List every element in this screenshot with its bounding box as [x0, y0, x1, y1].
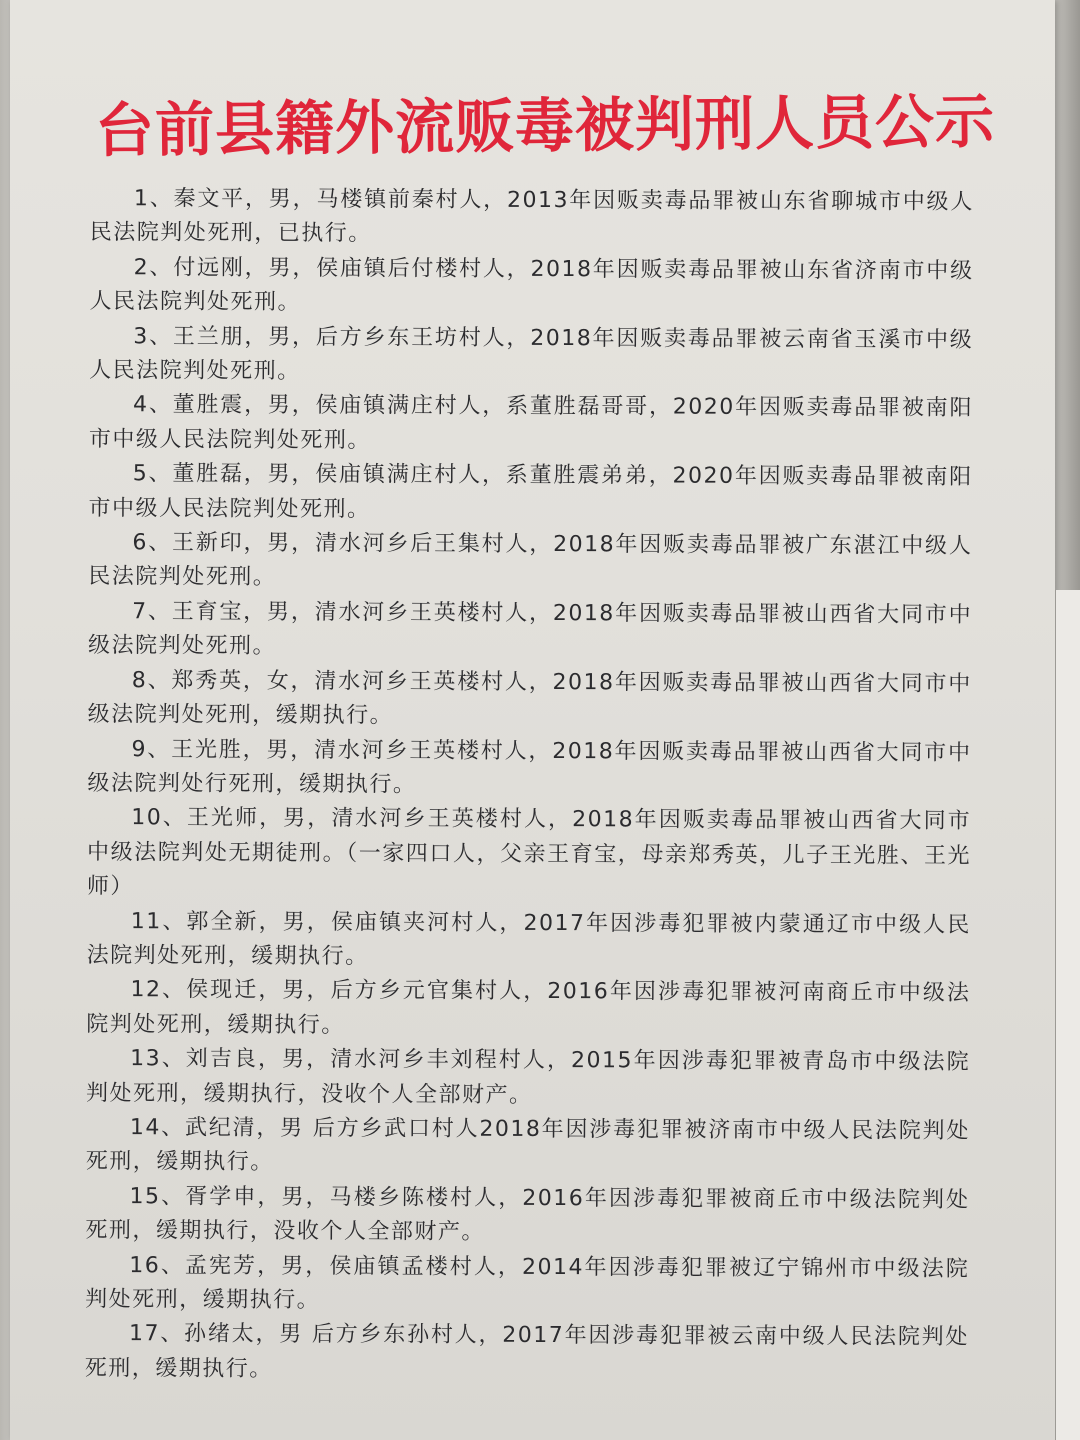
list-item: 9、王光胜，男，清水河乡王英楼村人，2018年因贩卖毒品罪被山西省大同市中级法院判处行死刑，缓期执行。	[87, 736, 972, 798]
list-item: 14、武纪清，男 后方乡武口村人2018年因涉毒犯罪被济南市中级人民法院判处死刑，缓期执行。	[85, 1115, 970, 1176]
list-item: 10、王光师，男，清水河乡王英楼村人，2018年因贩卖毒品罪被山西省大同市中级法院判处无期徒刑。（一家四口人，父亲王育宝，母亲郑秀英，儿子王光胜、王光师）	[86, 805, 972, 900]
list-item: 3、王兰朋，男，后方乡东王坊村人，2018年因贩卖毒品罪被云南省玉溪市中级人民法院判处死刑。	[89, 323, 974, 384]
list-item: 1、秦文平，男，马楼镇前秦村人，2013年因贩卖毒品罪被山东省聊城市中级人民法院判处死刑，已执行。	[89, 186, 974, 247]
list-item: 17、孙绪太，男 后方乡东孙村人，2017年因涉毒犯罪被云南中级人民法院判处死刑，缓期执行。	[84, 1321, 970, 1382]
list-item: 6、王新印，男，清水河乡后王集村人，2018年因贩卖毒品罪被广东湛江中级人民法院判处死刑。	[88, 530, 973, 591]
list-item: 7、王育宝，男，清水河乡王英楼村人，2018年因贩卖毒品罪被山西省大同市中级法院判处死刑。	[87, 599, 973, 660]
list-item: 15、胥学申，男，马楼乡陈楼村人，2016年因涉毒犯罪被商丘市中级法院判处死刑，缓期执行，没收个人全部财产。	[85, 1183, 970, 1245]
list-item: 8、郑秀英，女，清水河乡王英楼村人，2018年因贩卖毒品罪被山西省大同市中级法院判处死刑，缓期执行。	[87, 667, 972, 729]
list-item: 5、董胜磊，男，侯庙镇满庄村人，系董胜震弟弟，2020年因贩卖毒品罪被南阳市中级人民法院判处死刑。	[88, 461, 973, 522]
list-item: 4、董胜震，男，侯庙镇满庄村人，系董胜磊哥哥，2020年因贩卖毒品罪被南阳市中级人民法院判处死刑。	[88, 392, 974, 454]
paper-edge	[1055, 590, 1080, 1440]
list-item: 11、郭全新，男，侯庙镇夹河村人，2017年因涉毒犯罪被内蒙通辽市中级人民法院判处死刑，缓期执行。	[86, 908, 971, 970]
entry-list	[85, 182, 974, 1390]
list-item: 16、孟宪芳，男，侯庙镇孟楼村人，2014年因涉毒犯罪被辽宁锦州市中级法院判处死刑，缓期执行。	[85, 1252, 970, 1314]
list-item: 2、付远刚，男，侯庙镇后付楼村人，2018年因贩卖毒品罪被山东省济南市中级人民法院判处死刑。	[89, 255, 974, 316]
list-item: 13、刘吉良，男，清水河乡丰刘程村人，2015年因涉毒犯罪被青岛市中级法院判处死刑，缓期执行，没收个人全部财产。	[85, 1046, 971, 1108]
list-item: 12、侯现迁，男，后方乡元官集村人，2016年因涉毒犯罪被河南商丘市中级法院判处死刑，缓期执行。	[86, 977, 971, 1038]
notice-title: 台前县籍外流贩毒被判刑人员公示	[94, 86, 996, 165]
